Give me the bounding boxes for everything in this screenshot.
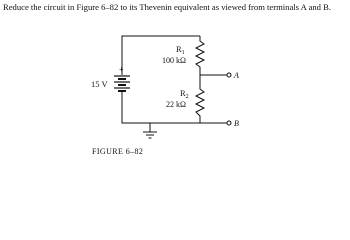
resistor-r2-ref: $R_2$ [180,88,189,100]
resistor-r1-symbol [196,36,204,75]
terminal-a-label: A [234,71,239,80]
resistor-r2-value: 22 kΩ [166,100,186,109]
terminal-b-label: B [234,119,239,128]
figure-caption: FIGURE 6–82 [92,147,144,156]
question-text: Reduce the circuit in Figure 6–82 to its Thevenin equivalent as viewed from terminals A and B. [3,2,332,12]
battery-positive-sign: + [119,65,124,74]
terminal-a-dot [227,73,231,77]
ground-symbol [143,132,157,138]
terminal-b-dot [227,121,231,125]
battery-symbol [114,76,130,91]
resistor-r1-value: 100 kΩ [162,56,186,65]
resistor-r2-symbol [196,75,204,123]
battery-label: 15 V [91,79,108,89]
wire-top [122,36,200,75]
resistor-r1-ref: $R_1$ [176,44,185,56]
